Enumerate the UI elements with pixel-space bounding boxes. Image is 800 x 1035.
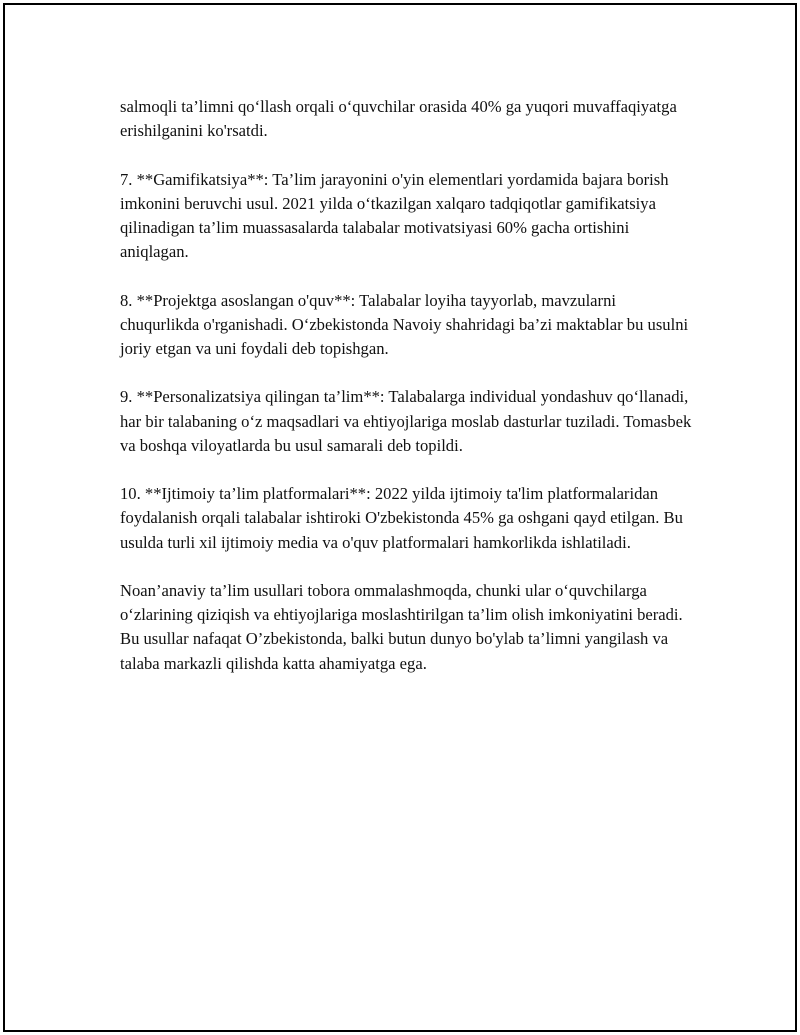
paragraph-item-10-social-platforms: 10. **Ijtimoiy ta’lim platformalari**: 2022 yilda ijtimoiy ta'lim platformalaridan foydalanish orqali talabalar ishtiroki O'zbekistonda 45% ga oshgani qayd etilgan. Bu usulda turli xil ijtimoiy media va o'quv platformalari hamkorlikda ishlatiladi. <box>120 484 683 552</box>
paragraph-item-9-personalization: 9. **Personalizatsiya qilingan ta’lim**: Talabalarga individual yondashuv qo‘llanadi, har bir talabaning o‘z maqsadlari va ehtiyojlariga moslab dasturlar tuziladi. Tomasbek va boshqa viloyatlarda bu usul samarali deb topildi. <box>120 387 692 455</box>
paragraph-continuation: salmoqli ta’limni qo‘llash orqali o‘quvchilar orasida 40% ga yuqori muvaffaqiyatga erishilganini ko'rsatdi. <box>120 97 677 141</box>
paragraph-item-8-project-based: 8. **Projektga asoslangan o'quv**: Talabalar loyiha tayyorlab, mavzularni chuqurlikda o'rganishadi. O‘zbekistonda Navoiy shahridagi ba’zi maktablar bu usulni joriy etgan va uni foydali deb topishgan. <box>120 290 689 358</box>
paragraph-conclusion: Noan’anaviy ta’lim usullari tobora ommalashmoqda, chunki ular o‘quvchilarga o‘zlarining qiziqish va ehtiyojlariga moslashtirilgan ta’lim olish imkoniyatini beradi. Bu usullar nafaqat O’zbekistonda, balki butun dunyo bo'ylab ta’limni yangilash va talaba markazli qilishda katta ahamiyatga ega. <box>120 580 683 673</box>
document-page <box>3 3 797 1032</box>
paragraph-item-7-gamification: 7. **Gamifikatsiya**: Ta’lim jarayonini o'yin elementlari yordamida bajara borish imkonini beruvchi usul. 2021 yilda o‘tkazilgan xalqaro tadqiqotlar gamifikatsiya qilinadigan ta’lim muassasalarda talabalar motivatsiyasi 60% gacha ortishini aniqlagan. <box>120 169 669 262</box>
document-body <box>120 95 695 700</box>
